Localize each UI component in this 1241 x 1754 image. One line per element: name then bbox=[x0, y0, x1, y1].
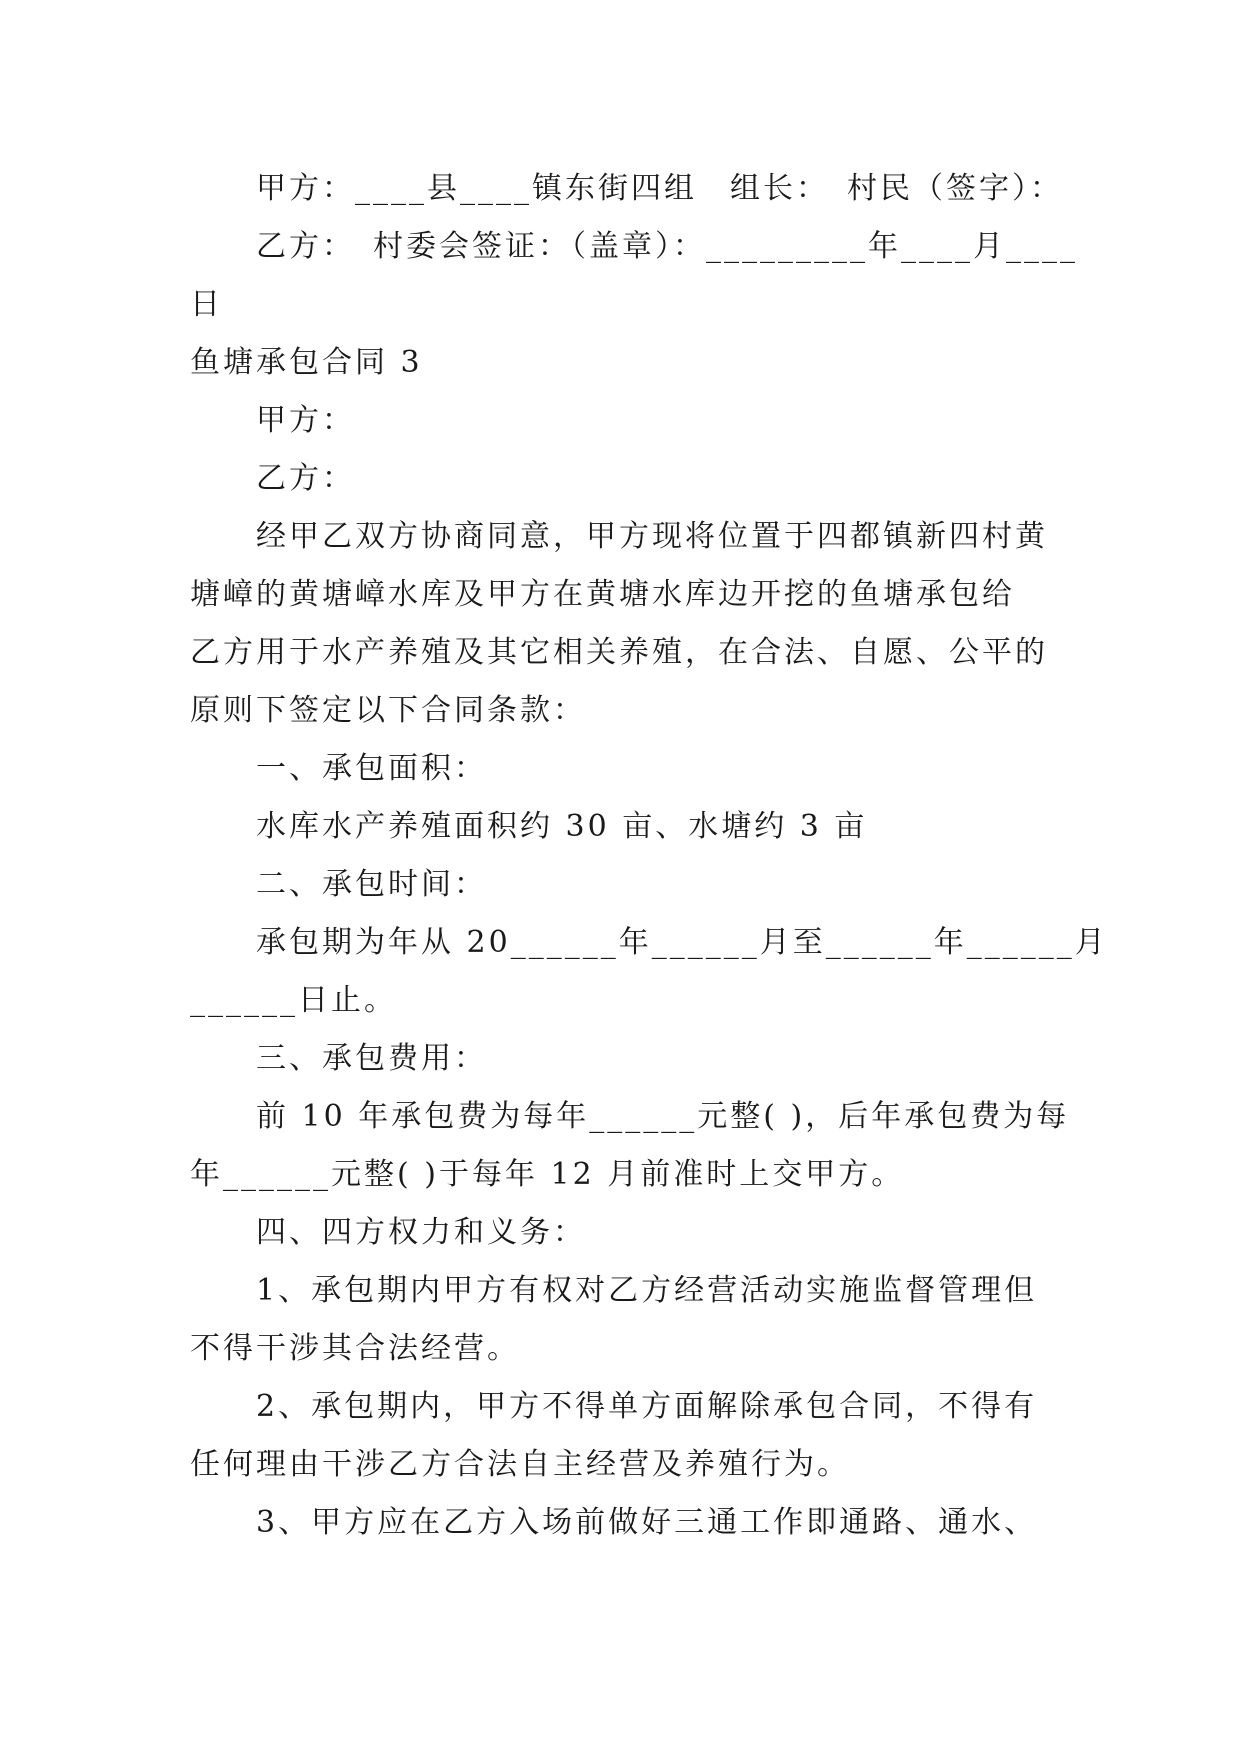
clause2-body bbox=[190, 914, 1108, 1030]
clause4-item3 bbox=[190, 1494, 1050, 1552]
clause3-row: 年______元整( )于每年 12 月前准时上交甲方。 bbox=[190, 1157, 905, 1192]
document-body bbox=[190, 160, 1108, 1552]
clause2-heading: 二、承包时间： bbox=[256, 867, 487, 902]
clause4-item1 bbox=[190, 1262, 1050, 1378]
clause2-row: 承包期为年从 20______年______月至______年______月 bbox=[256, 925, 1108, 960]
clause2-row: ______日止。 bbox=[190, 983, 397, 1018]
party-a-signature-line: 甲方：____县____镇东街四组 组长： 村民（签字）： bbox=[256, 171, 1063, 206]
intro-row: 经甲乙双方协商同意，甲方现将位置于四都镇新四村黄 bbox=[256, 519, 1048, 554]
party-b-signature-line-cont: 日 bbox=[190, 287, 223, 322]
party-b-signature-line: 乙方： 村委会签证：（盖章）：_________年____月____ bbox=[256, 229, 1078, 264]
clause4-item2 bbox=[190, 1378, 1050, 1494]
item2-row: 任何理由干涉乙方合法自主经营及养殖行为。 bbox=[190, 1447, 850, 1482]
item1-row: 不得干涉其合法经营。 bbox=[190, 1331, 520, 1366]
intro-row: 乙方用于水产养殖及其它相关养殖，在合法、自愿、公平的 bbox=[190, 635, 1048, 670]
clause3-body bbox=[190, 1088, 1070, 1204]
clause1-heading: 一、承包面积： bbox=[256, 751, 487, 786]
clause4-heading: 四、四方权力和义务： bbox=[256, 1215, 586, 1250]
section-title: 鱼塘承包合同 3 bbox=[190, 345, 423, 380]
item1-row: 1、承包期内甲方有权对乙方经营活动实施监督管理但 bbox=[256, 1273, 1038, 1308]
clause1-body: 水库水产养殖面积约 30 亩、水塘约 3 亩 bbox=[256, 809, 868, 844]
intro-row: 塘嶂的黄塘嶂水库及甲方在黄塘水库边开挖的鱼塘承包给 bbox=[190, 577, 1015, 612]
intro-row: 原则下签定以下合同条款： bbox=[190, 693, 586, 728]
party-a-label: 甲方： bbox=[256, 403, 355, 438]
item2-row: 2、承包期内，甲方不得单方面解除承包合同，不得有 bbox=[256, 1389, 1038, 1424]
clause3-row: 前 10 年承包费为每年______元整( )，后年承包费为每 bbox=[256, 1099, 1070, 1134]
intro-paragraph bbox=[190, 508, 1050, 740]
item3-row: 3、甲方应在乙方入场前做好三通工作即通路、通水、 bbox=[256, 1505, 1038, 1540]
clause3-heading: 三、承包费用： bbox=[256, 1041, 487, 1076]
party-b-label: 乙方： bbox=[256, 461, 355, 496]
